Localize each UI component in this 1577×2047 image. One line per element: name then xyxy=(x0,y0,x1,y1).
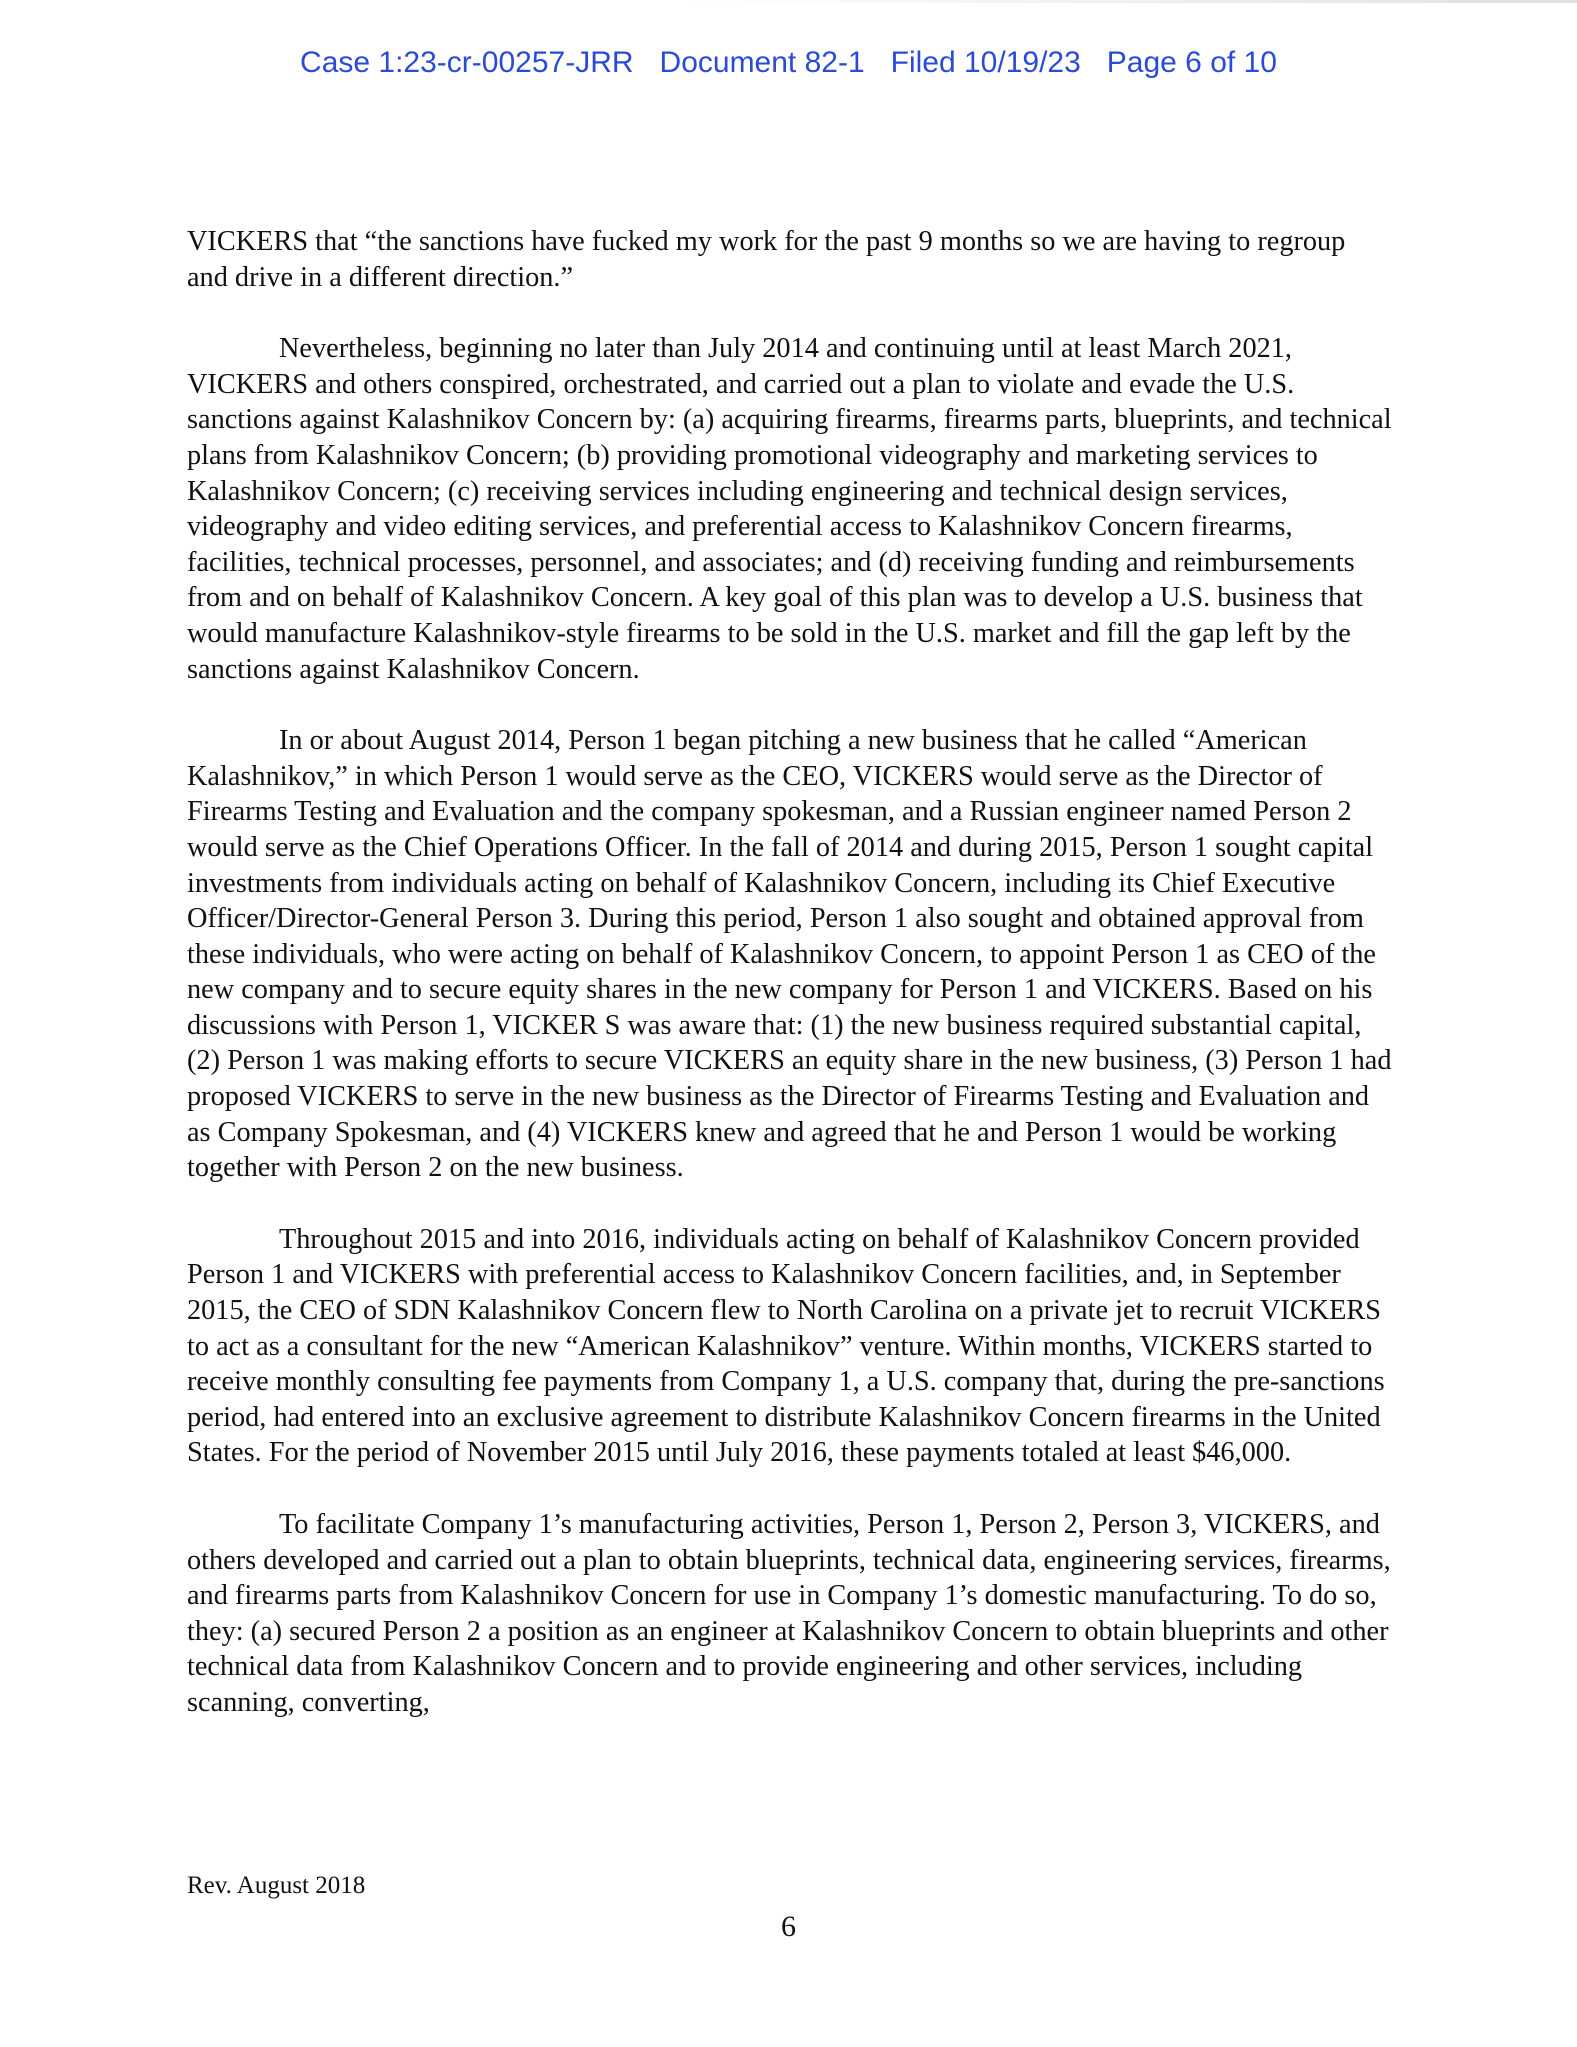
document-body xyxy=(187,224,1392,1757)
scan-edge-shadow xyxy=(677,0,1577,3)
paragraph-preferential-access: Throughout 2015 and into 2016, individuals acting on behalf of Kalashnikov Concern provided Person 1 and VICKERS with preferential access to Kalashnikov Concern facilities, and, in September 2015, the CEO of SDN Kalashnikov Concern flew to North Carolina on a private jet to recruit VICKERS to act as a consultant for the new “American Kalashnikov” venture. Within months, VICKERS started to receive monthly consulting fee payments from Company 1, a U.S. company that, during the pre-sanctions period, had entered into an exclusive agreement to distribute Kalashnikov Concern firearms in the United States. For the period of November 2015 until July 2016, these payments totaled at least $46,000. xyxy=(187,1223,1385,1469)
page-of-pages: Page 6 of 10 xyxy=(1106,46,1277,79)
case-number: Case 1:23-cr-00257-JRR xyxy=(300,46,634,79)
paragraph-manufacturing: To facilitate Company 1’s manufacturing activities, Person 1, Person 2, Person 3, VICKERS, and others developed and carried out a plan to obtain blueprints, technical data, engineering services, firearms, and firearms parts from Kalashnikov Concern for use in Company 1’s domestic manufacturing. To do so, they: (a) secured Person 2 a position as an engineer at Kalashnikov Concern to obtain blueprints and other technical data from Kalashnikov Concern and to provide engineering and other services, including scanning, converting, xyxy=(187,1509,1391,1718)
document-number: Document 82-1 xyxy=(659,46,865,79)
paragraph-american-kalashnikov: In or about August 2014, Person 1 began pitching a new business that he called “American Kalashnikov,” in which Person 1 would serve as the CEO, VICKERS would serve as the Director of Firearms Testing and Evaluation and the company spokesman, and a Russian engineer named Person 2 would serve as the Chief Operations Officer. In the fall of 2014 and during 2015, Person 1 sought capital investments from individuals acting on behalf of Kalashnikov Concern, including its Chief Executive Officer/Director-General Person 3. During this period, Person 1 also sought and obtained approval from these individuals, who were acting on behalf of Kalashnikov Concern, to appoint Person 1 as CEO of the new company and to secure equity shares in the new company for Person 1 and VICKERS. Based on his discussions with Person 1, VICKER S was aware that: (1) the new business required substantial capital, (2) Person 1 was making efforts to secure VICKERS an equity share in the new business, (3) Person 1 had proposed VICKERS to serve in the new business as the Director of Firearms Testing and Evaluation and as Company Spokesman, and (4) VICKERS knew and agreed that he and Person 1 would be working together with Person 2 on the new business. xyxy=(187,725,1392,1184)
case-header xyxy=(0,46,1577,80)
page-number: 6 xyxy=(781,1910,796,1943)
revision-note: Rev. August 2018 xyxy=(187,1872,366,1899)
paragraph-conspiracy: Nevertheless, beginning no later than July 2014 and continuing until at least March 2021, VICKERS and others conspired, orchestrated, and carried out a plan to violate and evade the U.S. sanctions against Kalashnikov Concern by: (a) acquiring firearms, firearms parts, blueprints, and technical plans from Kalashnikov Concern; (b) providing promotional videography and marketing services to Kalashnikov Concern; (c) receiving services including engineering and technical design services, videography and video editing services, and preferential access to Kalashnikov Concern firearms, facilities, technical processes, personnel, and associates; and (d) receiving funding and reimbursements from and on behalf of Kalashnikov Concern. A key goal of this plan was to develop a U.S. business that would manufacture Kalashnikov-style firearms to be sold in the U.S. market and fill the gap left by the sanctions against Kalashnikov Concern. xyxy=(187,333,1392,685)
filed-date: Filed 10/19/23 xyxy=(890,46,1081,79)
paragraph-continuation: VICKERS that “the sanctions have fucked my work for the past 9 months so we are having to regroup and drive in a different direction.” xyxy=(187,226,1346,293)
